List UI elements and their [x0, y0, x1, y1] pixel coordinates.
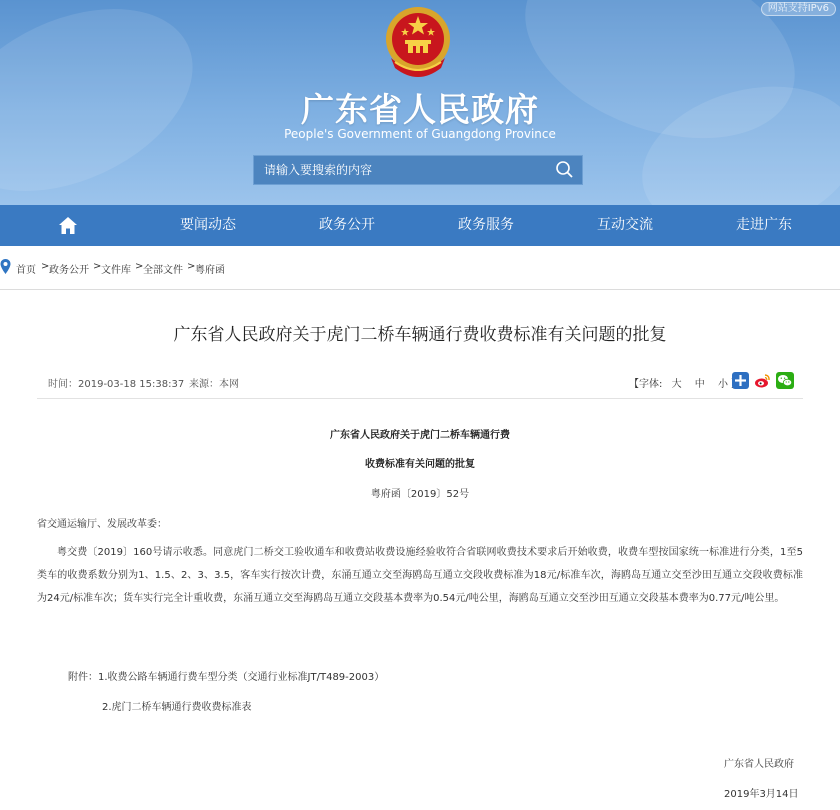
document-title-line-1: 广东省人民政府关于虎门二桥车辆通行费: [330, 430, 510, 441]
breadcrumb-separator: >: [187, 261, 196, 272]
nav-item-news[interactable]: 要闻动态: [180, 217, 236, 233]
document-number: 粤府函〔2019〕52号: [370, 489, 470, 500]
search-button[interactable]: [546, 156, 582, 184]
header-banner: [0, 0, 840, 205]
divider: [37, 398, 803, 399]
breadcrumb-separator: >: [135, 261, 144, 272]
nav-home[interactable]: [48, 205, 88, 246]
publish-time: 时间：2019-03-18 15:38:37: [48, 379, 185, 390]
nav-item-about[interactable]: 走进广东: [736, 217, 792, 233]
attachment-2: 2.虎门二桥车辆通行费收费标准表: [102, 702, 252, 713]
breadcrumb-home[interactable]: 首页: [16, 265, 36, 276]
font-size-large[interactable]: 大: [671, 379, 682, 390]
breadcrumb-gov-affairs[interactable]: 政务公开: [49, 265, 89, 276]
document-body: 粤交费〔2019〕160号请示收悉。同意虎门二桥交工验收通车和收费站收费设施经验收符合省联网收费技术要求后开始收费，收费车型按国家统一标准进行分类，1至5类车的收费系数分别为1、1.5、2、3、3.5，客车实行按次计费，东涌互通立交至海鸥岛互通立交段收费标准为18元/标准车次，海鸥岛互通立交至沙田互通立交段收费标准为24元/标准车次；货车实行完全计重收费，东涌互通立交至海鸥岛互通立交段基本费率为0.54元/吨公里，海鸥岛互通立交至沙田互通立交段基本费率为0.77元/吨公里。: [37, 547, 803, 604]
recipient: 省交通运输厅、发展改革委：: [37, 519, 167, 530]
breadcrumb-separator: >: [41, 261, 50, 272]
font-size-medium[interactable]: 中: [694, 379, 705, 390]
font-size-small[interactable]: 小: [717, 379, 728, 390]
nav-item-services[interactable]: 政务服务: [458, 217, 514, 233]
site-subtitle: People's Government of Guangdong Province: [284, 127, 556, 141]
site-title: 广东省人民政府: [301, 90, 539, 129]
page-title: 广东省人民政府关于虎门二桥车辆通行费收费标准有关问题的批复: [173, 325, 667, 345]
font-size-switcher: [629, 375, 741, 390]
document-date: 2019年3月14日: [724, 789, 799, 800]
attachment-1: 附件：1.收费公路车辆通行费车型分类（交通行业标准JT/T489-2003）: [68, 672, 385, 683]
location-pin-icon: [0, 259, 11, 274]
breadcrumb-separator: >: [93, 261, 102, 272]
share-weibo-button[interactable]: [754, 372, 771, 389]
wechat-icon: [776, 372, 794, 389]
breadcrumb-current[interactable]: 粤府函: [195, 265, 225, 276]
share-wechat-button[interactable]: [776, 372, 793, 389]
nav-item-gov-affairs[interactable]: 政务公开: [319, 217, 375, 233]
share-more-button[interactable]: [732, 372, 749, 389]
article-container: [0, 289, 840, 810]
article-source: 来源：本网: [189, 379, 239, 390]
weibo-icon: [754, 372, 771, 389]
home-icon: [57, 205, 79, 246]
search-box: [253, 155, 583, 185]
plus-icon: [732, 372, 749, 389]
breadcrumb-file-library[interactable]: 文件库: [101, 265, 131, 276]
nav-item-interaction[interactable]: 互动交流: [597, 217, 653, 233]
ipv6-badge: 网站支持IPv6: [761, 2, 836, 16]
national-emblem-icon: [383, 6, 453, 80]
font-size-label: 【字体:: [629, 379, 663, 390]
signature: 广东省人民政府: [724, 759, 794, 770]
breadcrumb-all-files[interactable]: 全部文件: [143, 265, 183, 276]
search-input[interactable]: [254, 156, 544, 184]
document-title-line-2: 收费标准有关问题的批复: [365, 459, 475, 470]
search-icon: [546, 156, 582, 184]
main-nav: [0, 205, 840, 246]
